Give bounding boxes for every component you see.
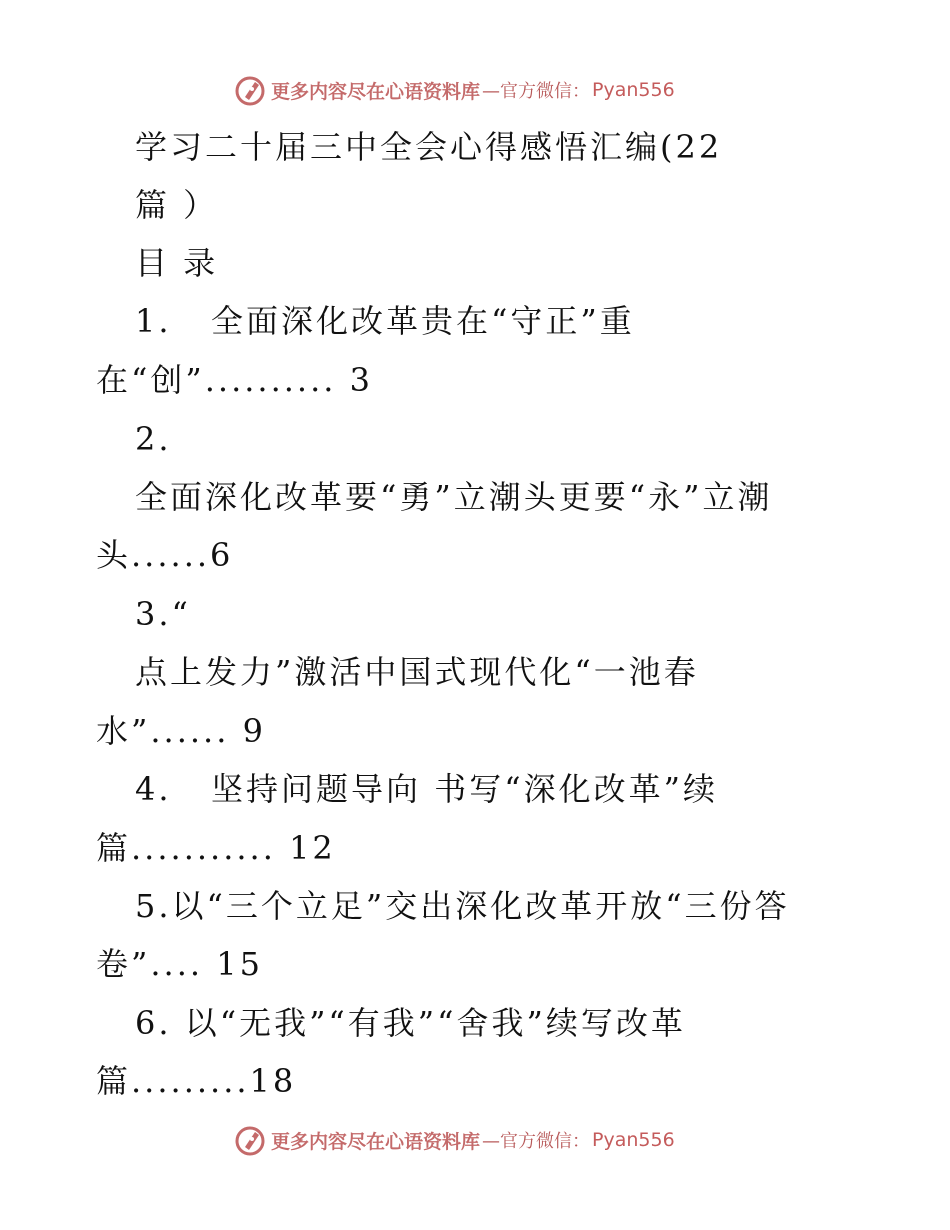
document-title-line-1: 学习二十届三中全会心得感悟汇编(22 [135, 128, 723, 166]
document-title-line-2: 篇 ） [135, 186, 219, 224]
toc-entry-4-line-1: 4. 坚持问题导向 书写“深化改革”续 [135, 770, 718, 808]
toc-entry-6-line-1: 6. 以“无我”“有我”“舍我”续写改革 [135, 1004, 686, 1042]
toc-entry-2-line-3: 头......6 [96, 536, 234, 574]
watermark-main-text: 更多内容尽在心语资料库 [271, 1130, 481, 1153]
toc-entry-3-line-2: 点上发力”激活中国式现代化“一池春 [135, 653, 699, 691]
toc-entry-4-line-2: 篇........... 12 [96, 829, 336, 867]
pen-nib-logo-icon [233, 1123, 267, 1157]
watermark-sub-text: —官方微信： [482, 1131, 591, 1152]
toc-entry-6-line-2: 篇.........18 [96, 1062, 297, 1100]
toc-entry-5-line-2: 卷”.... 15 [96, 945, 263, 983]
toc-entry-3-line-1: 3.“ [135, 595, 191, 633]
toc-entry-1-line-1: 1. 全面深化改革贵在“守正”重 [135, 302, 635, 340]
watermark-main-text: 更多内容尽在心语资料库 [271, 80, 481, 103]
watermark-account: Pyan556 [592, 79, 675, 101]
watermark-header [233, 72, 675, 108]
pen-nib-logo-icon [233, 73, 267, 107]
toc-entry-5-line-1: 5.以“三个立足”交出深化改革开放“三份答 [135, 887, 790, 925]
toc-entry-1-line-2: 在“创”.......... 3 [96, 361, 373, 399]
watermark-sub-text: —官方微信： [482, 81, 591, 102]
toc-entry-2-line-1: 2. [135, 420, 172, 458]
toc-heading: 目 录 [135, 244, 219, 282]
watermark-account: Pyan556 [592, 1129, 675, 1151]
watermark-footer [233, 1122, 675, 1158]
toc-entry-3-line-3: 水”...... 9 [96, 712, 266, 750]
toc-entry-2-line-2: 全面深化改革要“勇”立潮头更要“永”立潮 [135, 478, 773, 516]
